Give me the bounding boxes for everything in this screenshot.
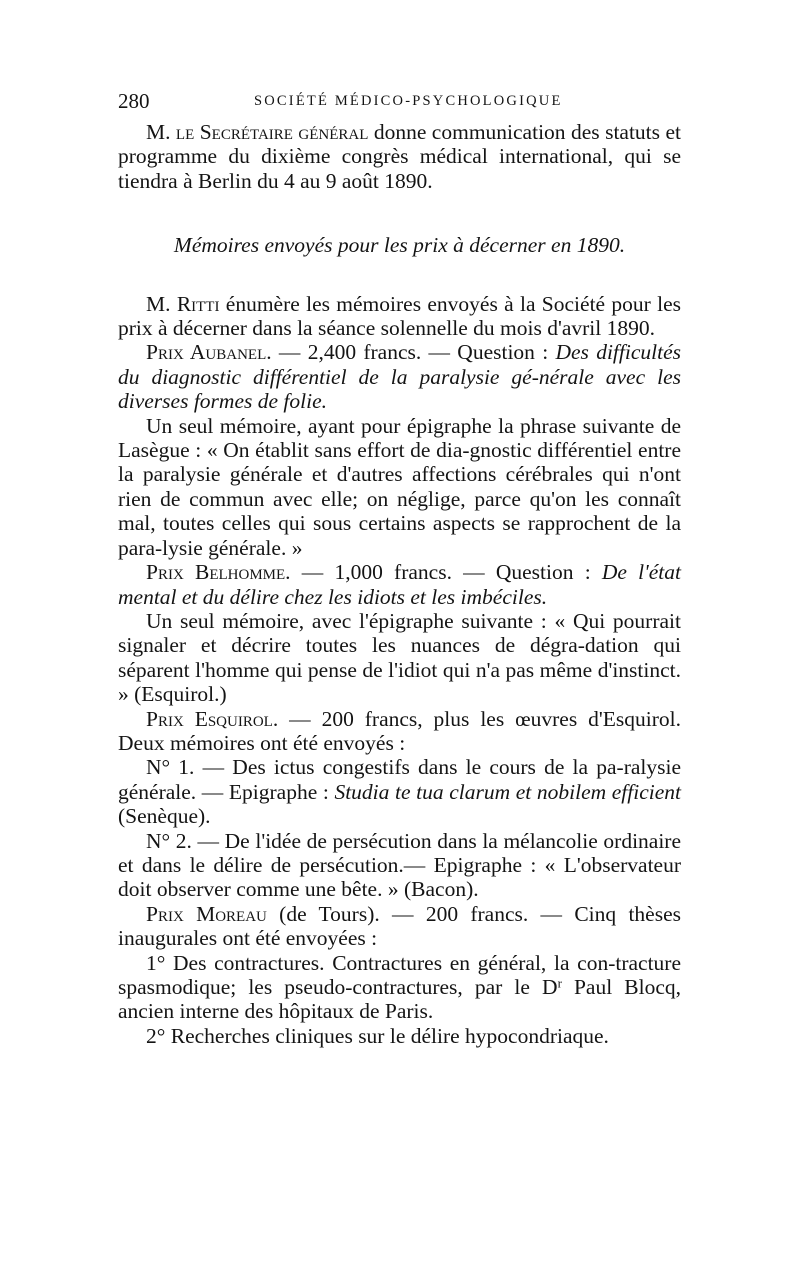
intro-text: donne communication des statuts et programme du dixième congrès médical international, qui se tiendra à Berlin du 4 au 9 août 1890. (118, 120, 681, 193)
moreau-1-text: Des contractures. Contractures en général, la con-tracture spasmodique; les pseudo-contractures, par le (118, 950, 681, 999)
paragraph-intro (118, 120, 681, 193)
prix-aubanel-text: — 2,400 francs. — Question : (271, 340, 556, 365)
paragraph-moreau-2 (118, 1024, 681, 1048)
prix-belhomme-question: De l'état mental et du délire chez les idiots et les imbéciles. (118, 560, 681, 609)
prix-esquirol-text: — 200 francs, plus les œuvres d'Esquirol. Deux mémoires ont été envoyés : (118, 706, 681, 755)
paragraph-esquirol-2 (118, 829, 681, 902)
prix-esquirol-label: Prix Esquirol. (146, 706, 279, 731)
moreau-2-text: Recherches cliniques sur le délire hypocondriaque. (165, 1023, 609, 1048)
paragraph-belhomme-memoire: Un seul mémoire, avec l'épigraphe suivante : « Qui pourrait signaler et décrire toutes les nuances de dégra-dation qui séparent l'homme qui pense de l'idiot qui n'a pas même d'instinct. » (Esquirol.) (118, 608, 681, 707)
esquirol-1-num: N° 1. (146, 755, 195, 780)
doctor-abbrev: D (542, 975, 558, 999)
page-number: 280 (118, 89, 150, 113)
section-title: Mémoires envoyés pour les prix à décerner en 1890. (173, 233, 626, 258)
esquirol-1-text: — Des ictus congestifs dans le cours de la pa-ralysie générale. — Epigraphe : (118, 755, 681, 804)
prix-moreau-text: (de Tours). — 200 francs. — Cinq thèses inaugurales ont été envoyées : (118, 901, 681, 951)
running-header (118, 89, 681, 119)
prix-belhomme-text: — 1,000 francs. — Question : (290, 560, 602, 585)
ritti-text: énumère les mémoires envoyés à la Société pour les prix à décerner dans la séance solennelle du mois d'avril 1890. (118, 291, 682, 341)
paragraph-prix-aubanel (118, 340, 681, 413)
speaker: M. le Secrétaire général (146, 120, 369, 144)
paragraph-aubanel-memoire: Un seul mémoire, ayant pour épigraphe la phrase suivante de Lasègue : « On établit sans effort de dia-gnostic différentiel entre la paralysie générale et d'autres affections cérébrales qui n'ont rien de commun avec elle; on néglige, parce qu'on les connaît mal, toutes celles qui sous certains aspects se rapprochent de la para-lysie générale. » (118, 413, 681, 560)
body-text (118, 120, 681, 1048)
moreau-1-num: 1° (146, 950, 166, 975)
paragraph-prix-moreau (118, 902, 681, 951)
moreau-2-num: 2° (146, 1023, 166, 1048)
paragraph-ritti (118, 292, 681, 341)
paragraph-moreau-1 (118, 951, 681, 1024)
esquirol-2-text: — De l'idée de persécution dans la mélancolie ordinaire et dans le délire de persécution.— Epigraphe : « L'observateur doit observer comme une bête. » (Bacon). (118, 828, 682, 902)
prix-aubanel-label: Prix Aubanel. (146, 340, 272, 365)
esquirol-1-author: (Senèque). (118, 804, 211, 829)
prix-moreau-label: Prix Moreau (146, 901, 267, 926)
paragraph-prix-belhomme (118, 560, 681, 609)
esquirol-1-epigraph: Studia te tua clarum et nobilem efficient (334, 779, 681, 804)
moreau-1-text2: Paul Blocq, ancien interne des hôpitaux de Paris. (118, 975, 681, 1024)
ritti-prefix: M. (146, 291, 177, 316)
paragraph-esquirol-1 (118, 755, 681, 828)
esquirol-2-num: N° 2. (146, 828, 192, 853)
paragraph-prix-esquirol (118, 707, 681, 756)
ritti-name: Ritti (176, 291, 220, 316)
running-title: SOCIÉTÉ MÉDICO-PSYCHOLOGIQUE (254, 93, 563, 109)
prix-belhomme-label: Prix Belhomme. (146, 560, 291, 585)
prix-aubanel-question: Des difficultés du diagnostic différentiel de la paralysie gé-nérale avec les diverses formes de folie. (118, 340, 681, 414)
doctor-abbrev-sup: r (557, 976, 562, 991)
